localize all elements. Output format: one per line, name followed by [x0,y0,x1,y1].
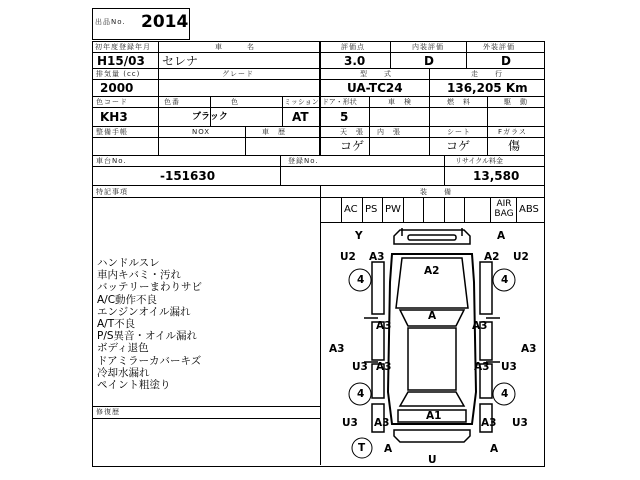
remark-item: A/T不良 [97,318,136,331]
damage-t-bottom: T [358,442,366,454]
chassis-value: -151630 [160,169,216,183]
remark-item: ドアミラーカバーキズ [97,354,202,367]
color-label: 色 [231,98,239,106]
damage-a3-right-mid2: A3 [474,361,490,373]
doors-label: ドア・形状 [322,98,357,106]
seat-value: コゲ [446,139,471,153]
remarks-list [97,257,202,391]
glass-label: Fガラス [498,128,527,136]
damage-a-top-right: A [497,230,506,242]
color-code-label: 色コード [96,98,128,106]
damage-y-top: Y [355,230,363,242]
inspection-label: 車 検 [388,98,412,106]
equip-pw: PW [385,204,401,215]
remark-item: ペイント粗塗り [97,379,171,392]
damage-a-roof: A [428,310,437,322]
first-reg-value: H15/03 [97,54,145,68]
displacement-value: 2000 [100,81,134,95]
chassis-label: 車台No. [96,157,127,165]
history-label: 車 歴 [262,128,286,136]
damage-a3-left-mid: A3 [376,320,392,332]
remark-item: 車内キバミ・汚れ [97,269,181,282]
recycle-label: リサイクル料金 [455,157,504,165]
damage-u2-left: U2 [340,251,356,263]
remark-item: バッテリーまわりサビ [97,281,202,294]
doors-value: 5 [340,110,349,124]
equip-ps: PS [365,204,378,215]
damage-tire-fr: 4 [501,274,509,286]
color-no-label: 色番 [164,98,180,106]
car-name-value: セレナ [162,54,199,68]
grade-label: グレード [222,70,254,78]
damage-u3-left-bot: U3 [342,417,358,429]
damage-a2-right: A2 [484,251,500,263]
drive-label: 駆 動 [504,98,528,106]
displacement-label: 排気量 (cc) [96,70,141,78]
damage-u3-left-mid: U3 [352,361,368,373]
damage-u3-right-mid: U3 [501,361,517,373]
equip-abs: ABS [519,204,539,215]
transmission-value: AT [292,110,309,124]
damage-tire-fl: 4 [357,274,365,286]
damage-u3-right-bot: U3 [512,417,528,429]
equipment-label: 装 備 [420,188,452,196]
score-label: 評価点 [341,43,365,51]
damage-a3-left-mid2: A3 [376,361,392,373]
mileage-value: 136,205 Km [447,81,528,95]
damage-tire-rl: 4 [357,388,365,400]
damage-a-bottom-right: A [490,443,499,455]
equip-ac: AC [344,204,358,215]
lot-number: 2014 [141,12,189,32]
interior-value: D [424,54,434,68]
remark-item: ハンドルスレ [97,257,160,269]
damage-u-bottom: U [428,454,437,466]
interior-trim-label: 内 張 [377,128,401,136]
manual-label: 整備手帳 [96,128,128,136]
exterior-value: D [501,54,511,68]
score-value: 3.0 [344,54,366,68]
transmission-label: ミッション [284,98,319,106]
damage-a3-left-top: A3 [369,251,385,263]
interior-label: 内装評価 [412,43,444,51]
glass-value: 傷 [508,139,521,153]
remark-item: ボディ退色 [97,342,149,355]
nox-label: NOX [192,128,211,136]
reg-no-label: 登録No. [288,157,319,165]
damage-tire-rr: 4 [501,388,509,400]
damage-a2-hood: A2 [424,265,440,277]
car-name-label: 車 名 [215,43,255,51]
color-name-value: ブラック [192,112,228,122]
color-code-value: KH3 [100,110,128,124]
model-label: 型 式 [360,70,392,78]
damage-a1-rear: A1 [426,410,442,422]
seat-label: シート [447,128,471,136]
mileage-label: 走 行 [471,70,503,78]
model-value: UA-TC24 [347,81,403,95]
damage-a3-right-mid: A3 [472,320,488,332]
damage-a3-left-bot: A3 [374,417,390,429]
repair-label: 修復歴 [96,408,120,416]
damage-u2-right: U2 [513,251,529,263]
remark-item: エンジンオイル漏れ [97,305,191,318]
roof-label: 天 張 [340,128,364,136]
damage-a3-right-bot: A3 [481,417,497,429]
fuel-label: 燃 料 [447,98,471,106]
damage-a-bottom-left: A [384,443,393,455]
roof-value: コゲ [340,139,365,153]
recycle-value: 13,580 [473,169,520,183]
equip-airbag: AIR BAG [494,199,514,219]
remark-item: P/S異音・オイル漏れ [97,330,198,343]
notes-label: 特記事項 [96,188,128,196]
remark-item: A/C動作不良 [97,293,158,306]
remark-item: 冷却水漏れ [97,366,150,379]
lot-label: 出品No. [95,18,126,26]
exterior-label: 外装評価 [483,43,515,51]
damage-a3-right-side: A3 [521,343,537,355]
damage-a3-left-side: A3 [329,343,345,355]
first-reg-label: 初年度登録年月 [95,43,151,51]
